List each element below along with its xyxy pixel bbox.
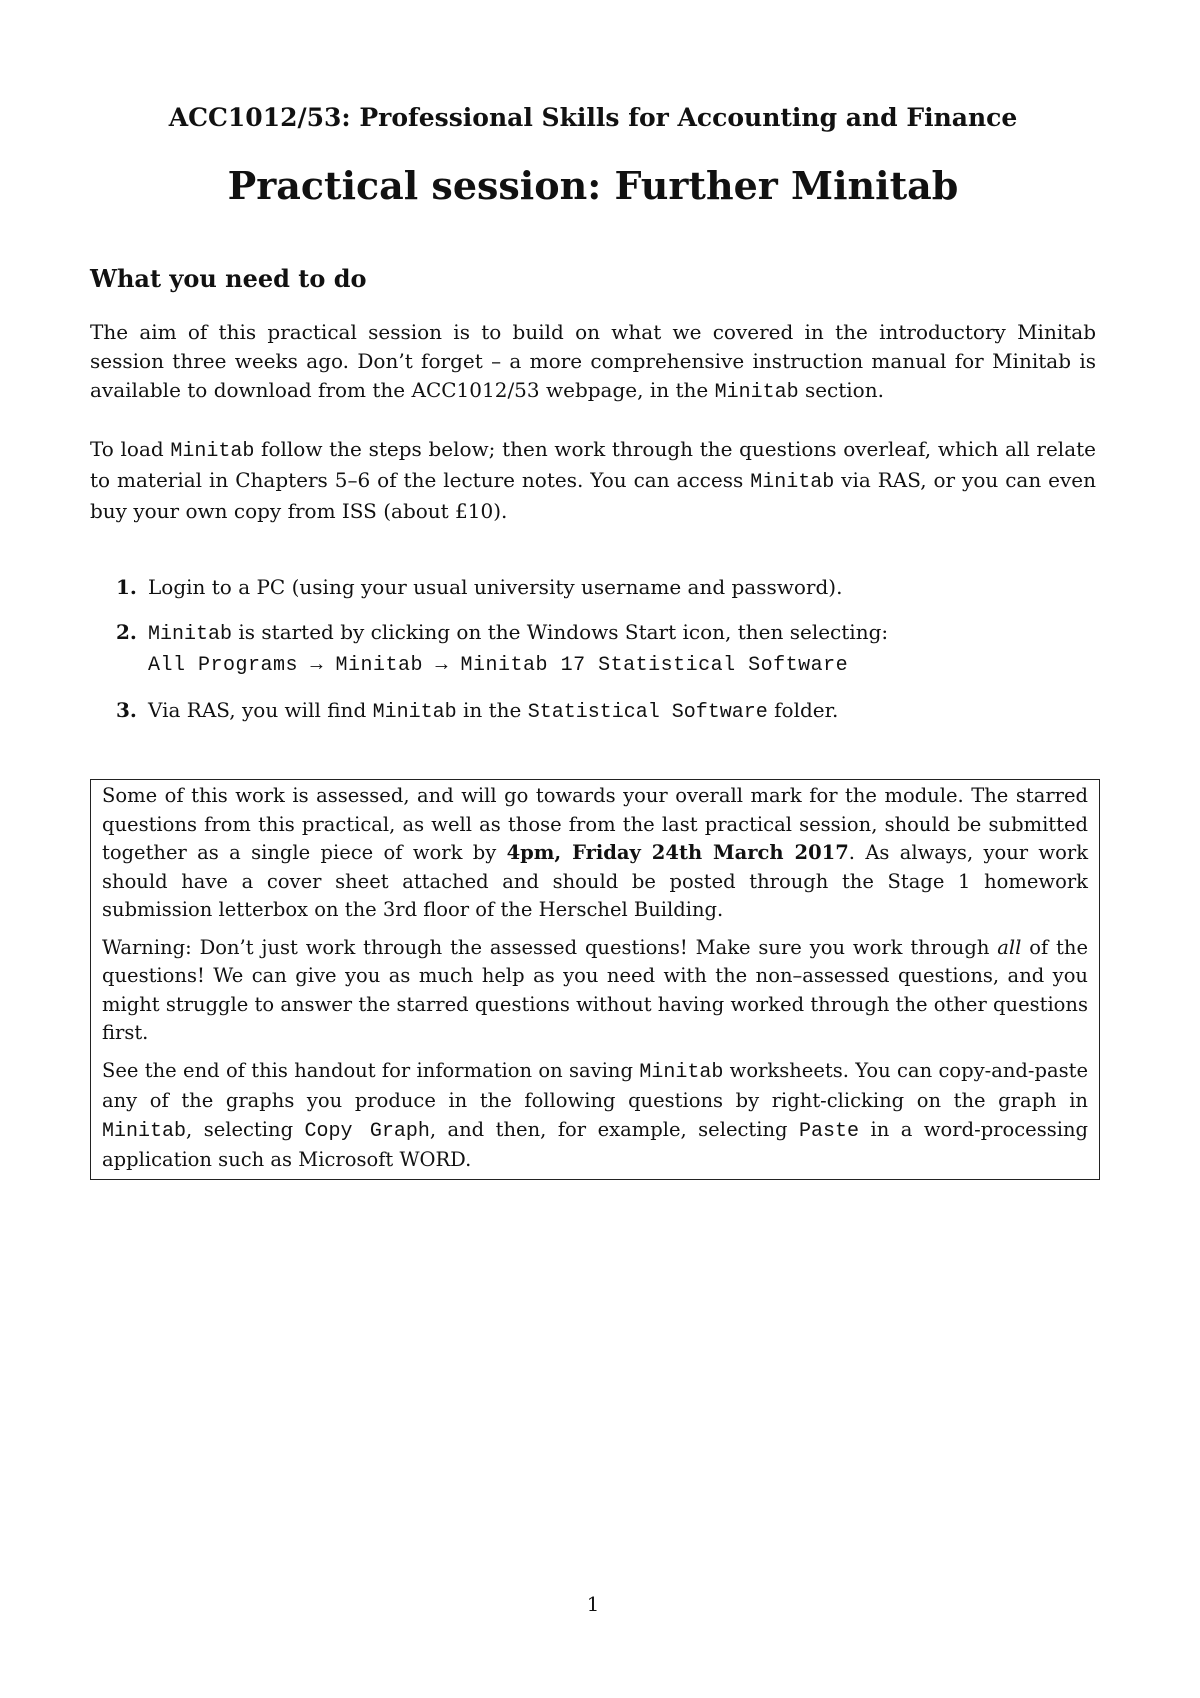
step-text: is started by clicking on the Windows Start icon, then selecting: bbox=[232, 620, 889, 644]
notice-p3-c: , selecting bbox=[186, 1117, 305, 1141]
steps-list bbox=[90, 573, 1096, 743]
notice-p3-code-3: Copy Graph bbox=[304, 1119, 430, 1143]
notice-paragraph-1 bbox=[102, 782, 1088, 925]
step-item bbox=[90, 573, 1096, 602]
notice-p3-code-4: Paste bbox=[799, 1119, 860, 1143]
notice-paragraph-2 bbox=[102, 934, 1088, 1048]
course-title: ACC1012/53: Professional Skills for Accounting and Finance bbox=[168, 103, 1018, 132]
step-number: 3. bbox=[116, 698, 137, 722]
menu-path: All Programs → Minitab → Minitab 17 Statistical Software bbox=[148, 654, 849, 677]
notice-p2-a: Warning: Don’t just work through the assessed questions! Make sure you work through bbox=[102, 935, 998, 959]
section-heading: What you need to do bbox=[90, 264, 367, 293]
intro-paragraph-1 bbox=[90, 318, 1096, 407]
step-number: 1. bbox=[116, 575, 137, 599]
intro-p2-b: follow the steps below; then work through the questions overleaf, which all relate to material in Chapters 5–6 of the lecture notes. You can access bbox=[90, 437, 1096, 492]
intro-p2-a: To load bbox=[90, 437, 171, 461]
step-item bbox=[90, 618, 1096, 680]
page-title: Practical session: Further Minitab bbox=[227, 163, 959, 208]
notice-p2-b: of the questions! We can give you as much help as you need with the non–assessed questions, and you might struggle to answer the starred questions without having worked through the other questions first. bbox=[102, 935, 1088, 1044]
notice-p3-a: See the end of this handout for information on saving bbox=[102, 1058, 640, 1082]
assessment-notice-box bbox=[90, 779, 1100, 1180]
notice-paragraph-3 bbox=[102, 1057, 1088, 1175]
step-code-1: Minitab bbox=[372, 701, 457, 724]
page-number: 1 bbox=[586, 1592, 600, 1616]
intro-p1-text: The aim of this practical session is to build on what we covered in the introductory Minitab session three weeks ago. Don’t forget – a more comprehensive instruction manual for Minitab is available to download from the ACC1012/53 webpage, in the bbox=[90, 320, 1096, 402]
step-code-2: Statistical Software bbox=[527, 701, 768, 724]
intro-paragraph-2 bbox=[90, 435, 1096, 526]
intro-p2-c: via RAS, or you can even buy your own copy from ISS (about £10). bbox=[90, 468, 1096, 523]
notice-p1-a: Some of this work is assessed, and will go towards your overall mark for the module. The starred questions from this practical, as well as those from the last practical session, should be submitted together as a single piece of work by bbox=[102, 784, 1088, 864]
notice-p1-b: . As always, your work should have a cover sheet attached and should be posted through the Stage 1 homework submission letterbox on the 3rd floor of the Herschel Building. bbox=[102, 841, 1089, 921]
step-text-a: Via RAS, you will find bbox=[148, 698, 373, 722]
step-text-c: folder. bbox=[767, 698, 839, 722]
step-number: 2. bbox=[116, 620, 137, 644]
step-code: Minitab bbox=[148, 623, 233, 646]
notice-p3-code-2: Minitab bbox=[102, 1119, 187, 1143]
step-text: Login to a PC (using your usual university username and password). bbox=[148, 575, 843, 599]
intro-p2-code-1: Minitab bbox=[170, 440, 255, 463]
intro-p1-end: section. bbox=[798, 378, 884, 402]
notice-p3-e: in a word-processing application such as Microsoft WORD. bbox=[102, 1117, 1088, 1171]
notice-p3-code-1: Minitab bbox=[639, 1060, 724, 1084]
deadline: 4pm, Friday 24th March 2017 bbox=[506, 841, 849, 864]
step-item bbox=[90, 696, 1096, 727]
notice-p3-d: , and then, for example, selecting bbox=[429, 1117, 799, 1141]
notice-p3-b: worksheets. You can copy-and-paste any of the graphs you produce in the following questions by right-clicking on the graph in bbox=[102, 1058, 1088, 1112]
notice-emphasis: all bbox=[997, 935, 1022, 959]
intro-p2-code-2: Minitab bbox=[750, 471, 835, 494]
step-text-b: in the bbox=[456, 698, 528, 722]
intro-p1-code: Minitab bbox=[714, 381, 799, 404]
